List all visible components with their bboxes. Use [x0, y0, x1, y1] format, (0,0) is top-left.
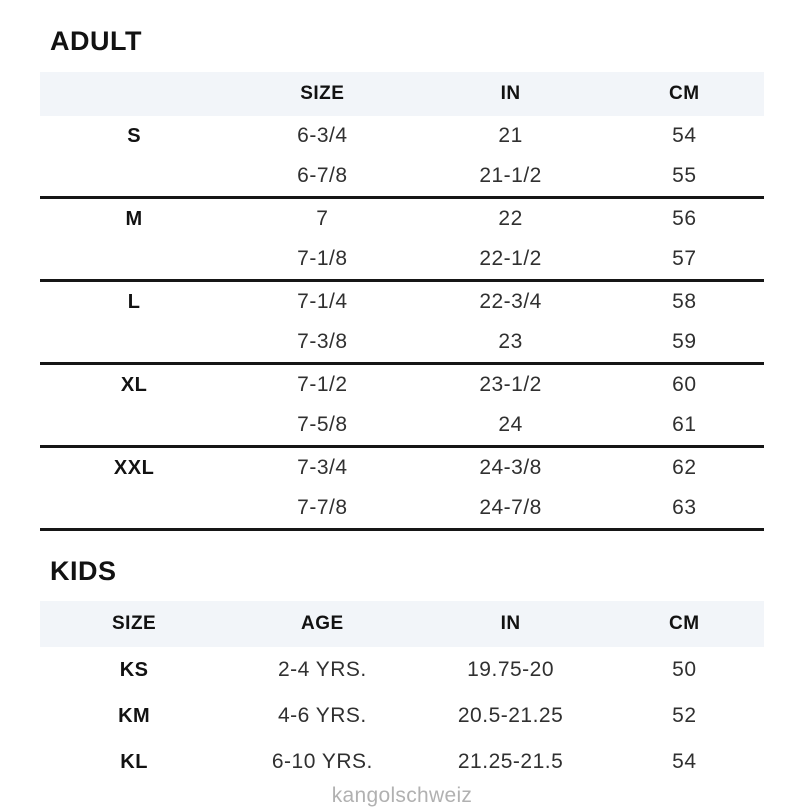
cell-size: 7-1/8: [297, 247, 348, 270]
size-group-l: [40, 282, 764, 365]
kids-column-header-age: AGE: [301, 613, 344, 634]
cell-age: 4-6 YRS.: [277, 704, 367, 727]
cell-cm: 58: [672, 290, 697, 313]
table-row: [40, 322, 764, 362]
cell-size: 7: [316, 207, 329, 230]
cell-in: 19.75-20: [467, 658, 555, 681]
table-row: [40, 239, 764, 279]
kids-size-label: KM: [118, 704, 151, 727]
adult-size-table: [40, 72, 764, 531]
kids-table-header-row: [40, 601, 764, 647]
cell-cm: 54: [672, 750, 697, 773]
cell-size: 7-3/8: [297, 330, 348, 353]
size-group-label: L: [127, 290, 141, 313]
size-group-xxl: [40, 448, 764, 531]
cell-size: 7-1/2: [297, 373, 348, 396]
cell-cm: 56: [672, 207, 697, 230]
cell-in: 21-1/2: [479, 164, 542, 187]
cell-in: 24-3/8: [479, 456, 542, 479]
table-row: [40, 365, 764, 405]
table-row: [40, 405, 764, 445]
kids-column-header-cm: CM: [669, 613, 700, 634]
cell-in: 24-7/8: [479, 496, 542, 519]
watermark-text: kangolschweiz: [331, 784, 473, 807]
table-row: [40, 739, 764, 785]
cell-cm: 55: [672, 164, 697, 187]
size-group-label: S: [127, 124, 142, 147]
size-group-label: XXL: [113, 456, 155, 479]
table-row: [40, 448, 764, 488]
cell-size: 7-3/4: [297, 456, 348, 479]
cell-size: 6-3/4: [297, 124, 348, 147]
size-group-xl: [40, 365, 764, 448]
cell-cm: 52: [672, 704, 697, 727]
kids-size-label: KS: [119, 658, 149, 681]
kids-section-title: KIDS: [50, 556, 117, 586]
cell-in: 22-1/2: [479, 247, 542, 270]
adult-table-header-row: [40, 72, 764, 116]
adult-column-header-size: SIZE: [300, 83, 345, 104]
cell-cm: 63: [672, 496, 697, 519]
cell-in: 21.25-21.5: [457, 750, 564, 773]
size-group-label: M: [125, 207, 143, 230]
table-row: [40, 282, 764, 322]
kids-size-label: KL: [120, 750, 148, 773]
cell-in: 22: [498, 207, 523, 230]
cell-age: 2-4 YRS.: [277, 658, 367, 681]
cell-size: 7-7/8: [297, 496, 348, 519]
cell-cm: 59: [672, 330, 697, 353]
cell-in: 23-1/2: [479, 373, 542, 396]
size-group-m: [40, 199, 764, 282]
cell-in: 21: [498, 124, 523, 147]
cell-in: 20.5-21.25: [457, 704, 564, 727]
size-group-label: XL: [120, 373, 148, 396]
cell-size: 6-7/8: [297, 164, 348, 187]
kids-size-table: [40, 601, 764, 785]
cell-cm: 60: [672, 373, 697, 396]
cell-cm: 50: [672, 658, 697, 681]
cell-size: 7-1/4: [297, 290, 348, 313]
cell-cm: 57: [672, 247, 697, 270]
adult-column-header-cm: CM: [669, 83, 700, 104]
size-group-s: [40, 116, 764, 199]
table-row: [40, 116, 764, 156]
adult-section-title: ADULT: [50, 26, 142, 56]
cell-in: 24: [498, 413, 523, 436]
kids-column-header-size: SIZE: [112, 613, 157, 634]
cell-in: 22-3/4: [479, 290, 542, 313]
table-row: [40, 647, 764, 693]
table-row: [40, 488, 764, 528]
kids-column-header-in: IN: [500, 613, 521, 634]
cell-age: 6-10 YRS.: [271, 750, 373, 773]
cell-in: 23: [498, 330, 523, 353]
cell-size: 7-5/8: [297, 413, 348, 436]
cell-cm: 61: [672, 413, 697, 436]
table-row: [40, 693, 764, 739]
cell-cm: 54: [672, 124, 697, 147]
table-row: [40, 199, 764, 239]
cell-cm: 62: [672, 456, 697, 479]
adult-column-header-in: IN: [500, 83, 521, 104]
table-row: [40, 156, 764, 196]
